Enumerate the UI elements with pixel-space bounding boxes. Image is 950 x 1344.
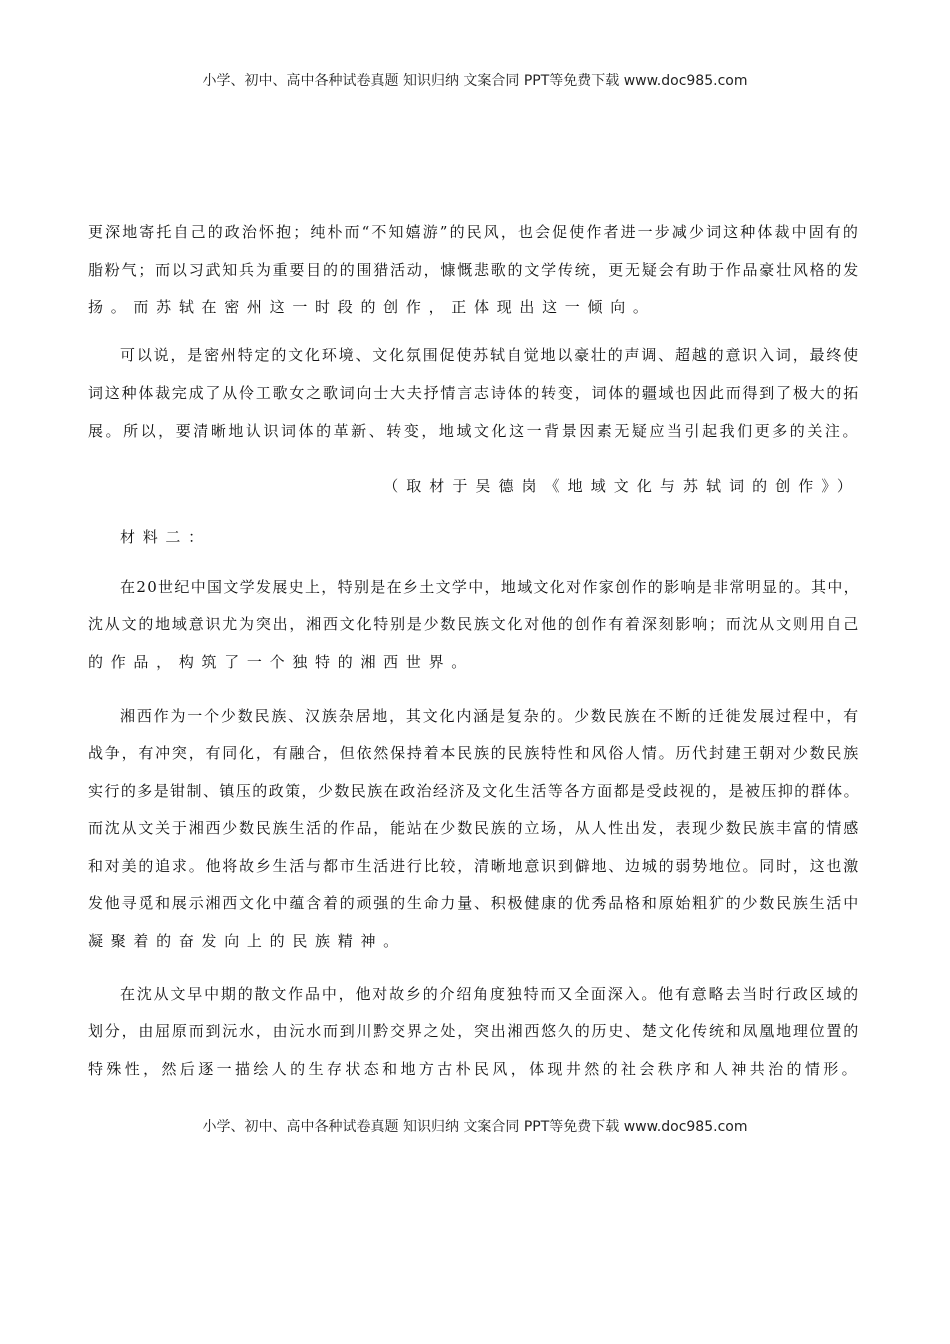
text-line: 词这种体裁完成了从伶工歌女之歌词向士大夫抒情言志诗体的转变，词体的疆域也因此而得到了极大的拓	[88, 384, 860, 402]
page-footer: 小学、初中、高中各种试卷真题 知识归纳 文案合同 PPT等免费下载 www.doc985.com	[202, 1119, 748, 1135]
text-line: 划分，由屈原而到沅水，由沅水而到川黔交界之处，突出湘西悠久的历史、楚文化传统和凤凰地理位置的	[88, 1022, 860, 1040]
page-header: 小学、初中、高中各种试卷真题 知识归纳 文案合同 PPT等免费下载 www.doc985.com	[202, 73, 748, 89]
text-line: 在20世纪中国文学发展史上，特别是在乡土文学中，地域文化对作家创作的影响是非常明显的。其中，	[120, 578, 860, 596]
text-line: 展。所以，要清晰地认识词体的革新、转变，地域文化这一背景因素无疑应当引起我们更多的关注。	[88, 422, 860, 440]
text-line: 而沈从文关于湘西少数民族生活的作品，能站在少数民族的立场，从人性出发，表现少数民族丰富的情感	[88, 819, 860, 837]
section-heading: 材料二：	[120, 528, 211, 546]
text-line: 特殊性，然后逐一描绘人的生存状态和地方古朴民风，体现井然的社会秩序和人神共治的情形。	[88, 1060, 860, 1078]
text-line: 可以说，是密州特定的文化环境、文化氛围促使苏轼自觉地以豪壮的声调、超越的意识入词，最终使	[120, 346, 860, 364]
text-line: 凝聚着的奋发向上的民族精神。	[88, 932, 406, 950]
text-line: 发他寻觅和展示湘西文化中蕴含着的顽强的生命力量、积极健康的优秀品格和原始粗犷的少数民族生活中	[88, 894, 860, 912]
source-attribution: （取材于吴德岗《地域文化与苏轼词的创作》）	[383, 477, 860, 495]
text-line: 的作品，构筑了一个独特的湘西世界。	[88, 653, 474, 671]
text-line: 脂粉气；而以习武知兵为重要目的的围猎活动，慷慨悲歌的文学传统，更无疑会有助于作品豪壮风格的发	[88, 261, 860, 279]
text-line: 更深地寄托自己的政治怀抱；纯朴而“不知嬉游”的民风，也会促使作者进一步减少词这种体裁中固有的	[88, 223, 860, 241]
text-line: 沈从文的地域意识尤为突出，湘西文化特别是少数民族文化对他的创作有着深刻影响；而沈从文则用自己	[88, 615, 860, 633]
text-line: 湘西作为一个少数民族、汉族杂居地，其文化内涵是复杂的。少数民族在不断的迁徙发展过程中，有	[120, 707, 860, 725]
text-line: 战争，有冲突，有同化，有融合，但依然保持着本民族的民族特性和风俗人情。历代封建王朝对少数民族	[88, 744, 860, 762]
text-line: 扬。而苏轼在密州这一时段的创作，正体现出这一倾向。	[88, 298, 656, 316]
text-line: 和对美的追求。他将故乡生活与都市生活进行比较，清晰地意识到僻地、边城的弱势地位。同时，这也激	[88, 857, 860, 875]
text-line: 实行的多是钳制、镇压的政策，少数民族在政治经济及文化生活等各方面都是受歧视的，是被压抑的群体。	[88, 782, 860, 800]
text-line: 在沈从文早中期的散文作品中，他对故乡的介绍角度独特而又全面深入。他有意略去当时行政区域的	[120, 985, 860, 1003]
